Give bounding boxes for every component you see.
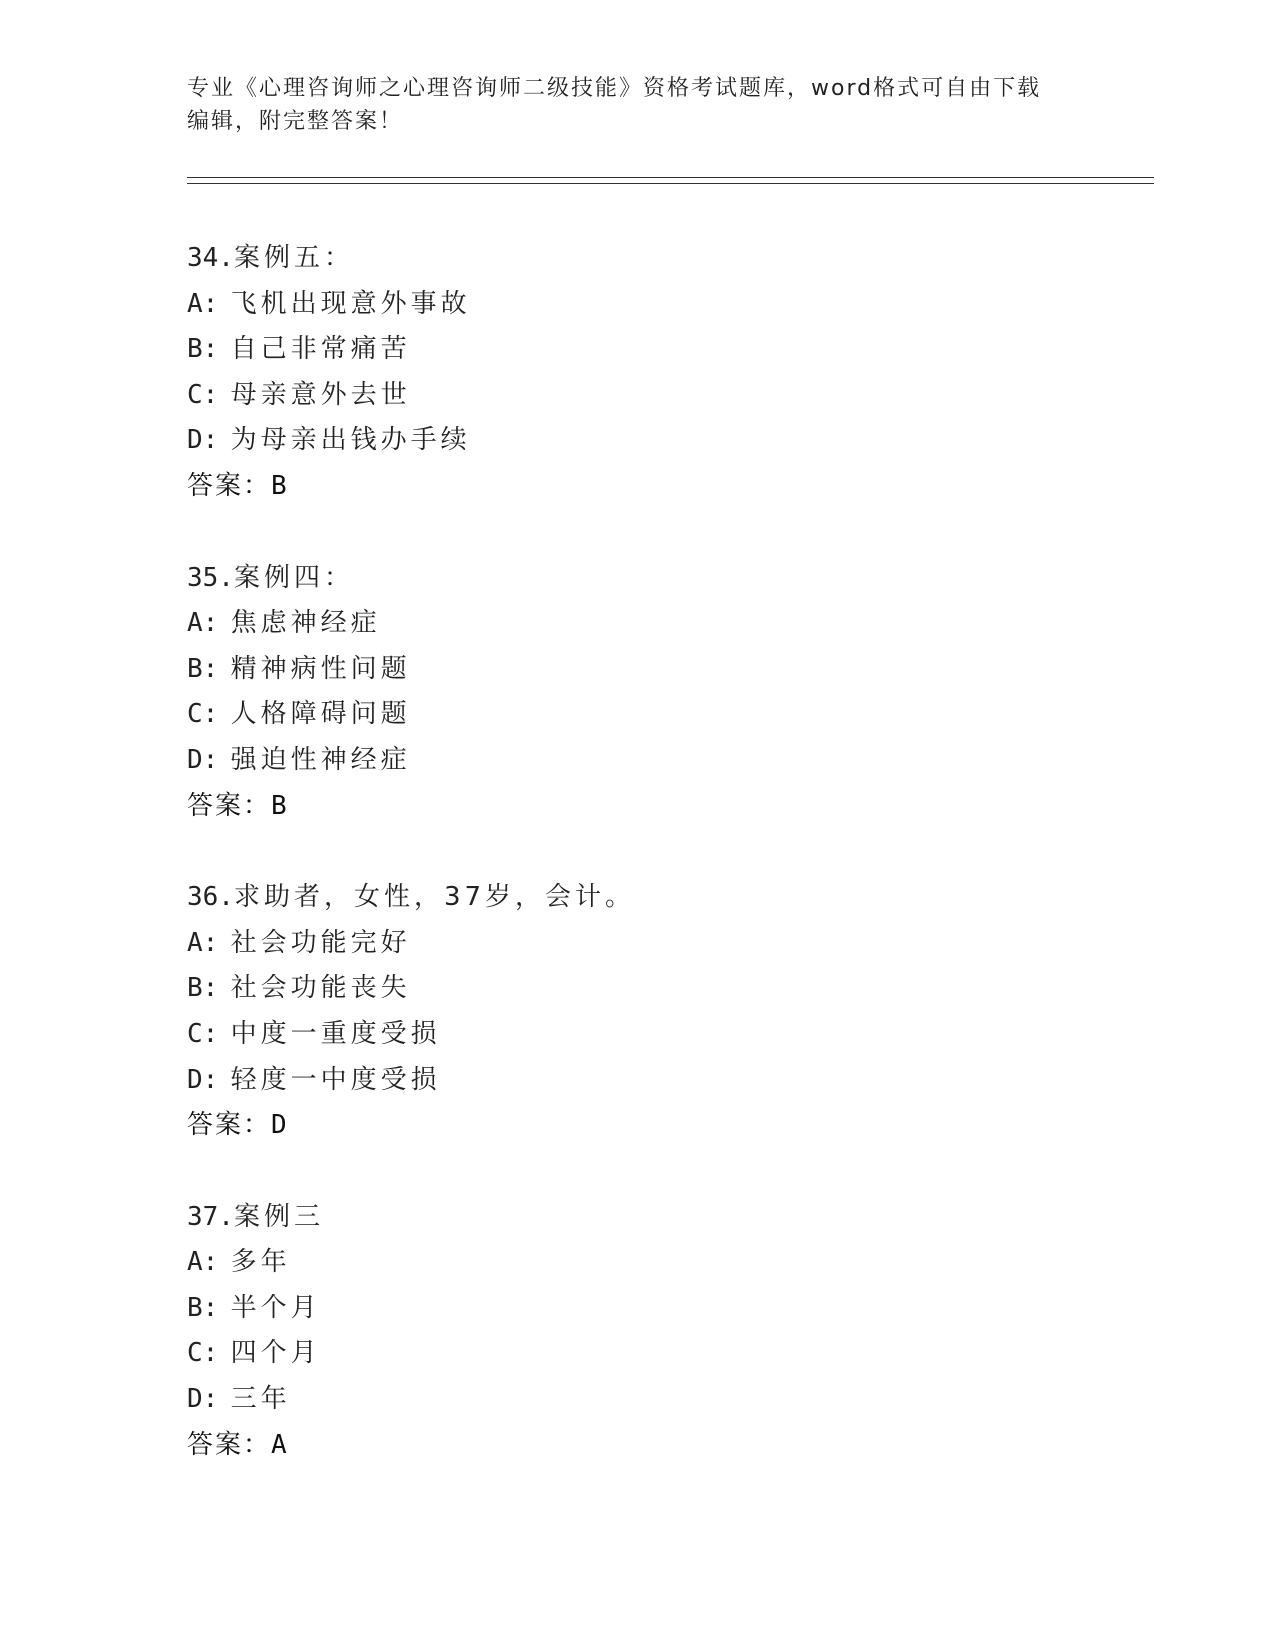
question-stem: 36.求助者，女性，37岁，会计。 (187, 882, 636, 913)
question-36 (187, 875, 1087, 1149)
answer-line: 答案：B (187, 470, 289, 501)
question-list (187, 236, 1087, 1514)
answer-line: 答案：A (187, 1429, 289, 1460)
option-c: C: 中度一重度受损 (187, 1018, 441, 1049)
option-d: D: 为母亲出钱办手续 (187, 425, 471, 456)
document-header (187, 72, 1087, 138)
answer-line: 答案：D (187, 1110, 289, 1141)
option-b: B: 精神病性问题 (187, 653, 411, 684)
option-a: A: 飞机出现意外事故 (187, 288, 471, 319)
header-line-2: 编辑，附完整答案！ (187, 109, 404, 134)
answer-line: 答案：B (187, 790, 289, 821)
option-c: C: 四个月 (187, 1338, 321, 1369)
option-d: D: 三年 (187, 1384, 291, 1415)
option-d: D: 强迫性神经症 (187, 744, 411, 775)
question-34 (187, 236, 1087, 510)
option-a: A: 焦虑神经症 (187, 608, 381, 639)
question-stem: 34.案例五： (187, 243, 354, 273)
option-a: A: 多年 (187, 1247, 291, 1278)
header-divider-bottom (187, 183, 1154, 184)
option-b: B: 半个月 (187, 1292, 321, 1323)
option-c: C: 母亲意外去世 (187, 379, 411, 410)
option-b: B: 自己非常痛苦 (187, 334, 411, 365)
option-b: B: 社会功能丧失 (187, 973, 411, 1004)
question-stem: 35.案例四： (187, 562, 354, 593)
question-stem: 37.案例三 (187, 1201, 324, 1232)
option-a: A: 社会功能完好 (187, 927, 411, 958)
header-divider-top (187, 177, 1154, 178)
option-d: D: 轻度一中度受损 (187, 1064, 441, 1095)
header-line-1: 专业《心理咨询师之心理咨询师二级技能》资格考试题库，word格式可自由下载 (187, 76, 1042, 101)
question-35 (187, 556, 1087, 830)
option-c: C: 人格障碍问题 (187, 699, 411, 730)
question-37 (187, 1195, 1087, 1469)
